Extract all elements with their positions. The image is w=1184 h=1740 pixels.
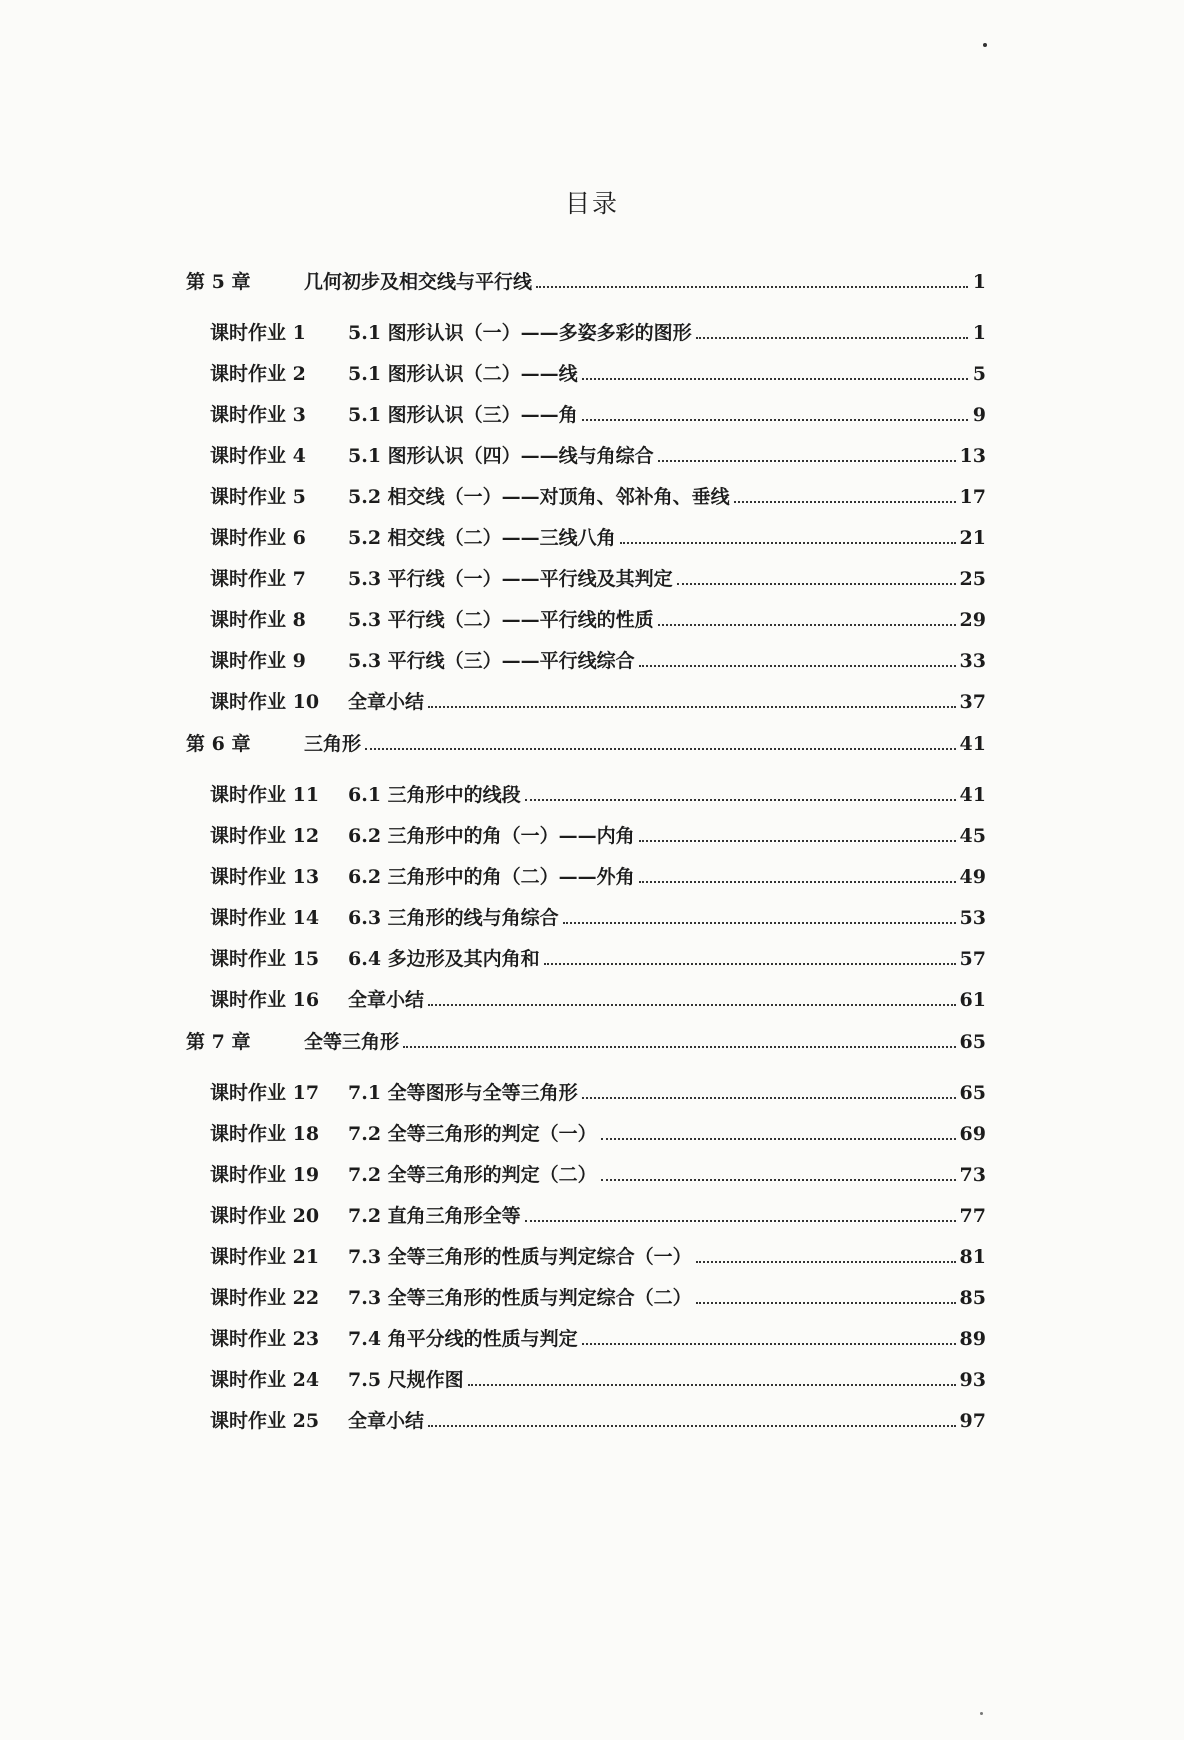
lesson-label: 课时作业 21 [210,1246,320,1268]
dot-leader [658,623,956,626]
lesson-title: 7.2 全等三角形的判定（二） [348,1164,597,1186]
dot-leader [639,664,956,667]
dot-leader [468,1383,956,1386]
lesson-page-number: 45 [959,825,986,847]
lesson-title: 7.3 全等三角形的性质与判定综合（二） [348,1287,692,1309]
toc-chapter-entry [186,254,986,294]
lesson-title: 5.1 图形认识（一）——多姿多彩的图形 [348,322,692,344]
lesson-title: 7.1 全等图形与全等三角形 [348,1082,578,1104]
dot-leader [639,880,956,883]
lesson-title: 全章小结 [348,691,425,713]
dot-leader [525,1219,956,1222]
toc-lesson-entry [186,848,986,889]
lesson-label: 课时作业 4 [210,445,306,467]
toc-lesson-entry [186,1105,986,1146]
dot-leader [403,1045,956,1048]
toc-lesson-entry [186,1187,986,1228]
lesson-title: 全章小结 [348,989,425,1011]
lesson-title: 5.1 图形认识（三）——角 [348,404,578,426]
lesson-label: 课时作业 14 [210,907,320,929]
lesson-title: 5.2 相交线（一）——对顶角、邻补角、垂线 [348,486,730,508]
toc-lesson-entry [186,1146,986,1187]
toc-lesson-entry [186,550,986,591]
lesson-title: 全章小结 [348,1410,425,1432]
dot-leader [734,500,956,503]
dot-leader [601,1178,956,1181]
lesson-label: 课时作业 23 [210,1328,320,1350]
toc-lesson-entry [186,304,986,345]
toc-chapter-entry [186,1014,986,1054]
dot-leader [544,962,956,965]
lesson-page-number: 93 [959,1369,986,1391]
lesson-title: 7.2 全等三角形的判定（一） [348,1123,597,1145]
dot-leader [639,839,956,842]
lesson-page-number: 37 [959,691,986,713]
lesson-page-number: 81 [959,1246,986,1268]
lesson-title: 6.1 三角形中的线段 [348,784,521,806]
lesson-label: 课时作业 10 [210,691,320,713]
toc-lesson-entry [186,632,986,673]
toc-lesson-entry [186,889,986,930]
lesson-page-number: 33 [959,650,986,672]
spacer [186,756,986,766]
lesson-title: 5.1 图形认识（四）——线与角综合 [348,445,654,467]
lesson-page-number: 85 [959,1287,986,1309]
toc-lesson-entry [186,1228,986,1269]
toc-chapter-entry [186,716,986,756]
lesson-page-number: 69 [959,1123,986,1145]
lesson-label: 课时作业 18 [210,1123,320,1145]
chapter-page-number: 65 [959,1031,986,1053]
toc-lesson-entry [186,673,986,714]
lesson-page-number: 61 [959,989,986,1011]
lesson-title: 5.3 平行线（一）——平行线及其判定 [348,568,673,590]
lesson-page-number: 17 [959,486,986,508]
lesson-title: 7.3 全等三角形的性质与判定综合（一） [348,1246,692,1268]
dot-leader [696,1260,956,1263]
lesson-label: 课时作业 6 [210,527,306,549]
toc-lesson-entry [186,971,986,1012]
dot-leader [428,1003,956,1006]
lesson-title: 7.5 尺规作图 [348,1369,464,1391]
lesson-label: 课时作业 16 [210,989,320,1011]
lesson-label: 课时作业 19 [210,1164,320,1186]
dot-leader [696,336,968,339]
toc-lesson-entry [186,766,986,807]
lesson-label: 课时作业 2 [210,363,306,385]
chapter-title: 几何初步及相交线与平行线 [304,271,533,293]
lesson-title: 5.2 相交线（二）——三线八角 [348,527,616,549]
toc-lesson-entry [186,468,986,509]
toc-lesson-entry [186,386,986,427]
toc-lesson-entry [186,930,986,971]
chapter-page-number: 41 [959,733,986,755]
dot-leader [696,1301,956,1304]
toc-lesson-entry [186,807,986,848]
dot-leader [428,705,956,708]
lesson-label: 课时作业 24 [210,1369,320,1391]
lesson-label: 课时作业 20 [210,1205,320,1227]
toc-lesson-entry [186,1064,986,1105]
lesson-page-number: 9 [972,404,986,426]
toc-lesson-entry [186,1310,986,1351]
lesson-label: 课时作业 11 [210,784,320,806]
toc-lesson-entry [186,1392,986,1433]
toc-lesson-entry [186,1269,986,1310]
dot-leader [582,1342,956,1345]
lesson-label: 课时作业 9 [210,650,306,672]
lesson-title: 6.4 多边形及其内角和 [348,948,540,970]
lesson-page-number: 97 [959,1410,986,1432]
dot-leader [582,418,968,421]
scan-speck [980,1712,983,1715]
dot-leader [620,541,956,544]
chapter-title: 全等三角形 [304,1031,400,1053]
lesson-label: 课时作业 1 [210,322,306,344]
lesson-label: 课时作业 8 [210,609,306,631]
lesson-label: 课时作业 25 [210,1410,320,1432]
lesson-title: 5.1 图形认识（二）——线 [348,363,578,385]
toc-lesson-entry [186,345,986,386]
chapter-title: 三角形 [304,733,362,755]
toc-lesson-entry [186,591,986,632]
lesson-label: 课时作业 3 [210,404,306,426]
spacer [186,294,986,304]
dot-leader [582,377,968,380]
lesson-page-number: 1 [972,322,986,344]
toc-lesson-entry [186,509,986,550]
lesson-page-number: 53 [959,907,986,929]
chapter-label: 第 7 章 [186,1031,251,1053]
chapter-label: 第 6 章 [186,733,251,755]
dot-leader [677,582,956,585]
lesson-title: 5.3 平行线（二）——平行线的性质 [348,609,654,631]
lesson-title: 5.3 平行线（三）——平行线综合 [348,650,635,672]
chapter-page-number: 1 [972,271,986,293]
lesson-page-number: 5 [972,363,986,385]
lesson-title: 6.2 三角形中的角（二）——外角 [348,866,635,888]
lesson-title: 7.4 角平分线的性质与判定 [348,1328,578,1350]
dot-leader [582,1096,956,1099]
dot-leader [365,747,956,750]
page-title: 目录 [564,189,619,218]
lesson-label: 课时作业 17 [210,1082,320,1104]
dot-leader [525,798,956,801]
chapter-label: 第 5 章 [186,271,251,293]
dot-leader [428,1424,956,1427]
lesson-label: 课时作业 7 [210,568,306,590]
dot-leader [536,285,968,288]
spacer [186,1054,986,1064]
lesson-title: 6.3 三角形的线与角综合 [348,907,559,929]
lesson-page-number: 21 [959,527,986,549]
lesson-page-number: 41 [959,784,986,806]
table-of-contents [186,252,986,1433]
lesson-label: 课时作业 5 [210,486,306,508]
scan-speck [983,43,987,47]
lesson-label: 课时作业 22 [210,1287,320,1309]
lesson-page-number: 29 [959,609,986,631]
dot-leader [601,1137,956,1140]
lesson-page-number: 49 [959,866,986,888]
lesson-label: 课时作业 12 [210,825,320,847]
lesson-page-number: 13 [959,445,986,467]
lesson-title: 7.2 直角三角形全等 [348,1205,521,1227]
lesson-label: 课时作业 15 [210,948,320,970]
lesson-page-number: 89 [959,1328,986,1350]
lesson-page-number: 73 [959,1164,986,1186]
toc-lesson-entry [186,427,986,468]
lesson-page-number: 25 [959,568,986,590]
lesson-label: 课时作业 13 [210,866,320,888]
lesson-title: 6.2 三角形中的角（一）——内角 [348,825,635,847]
dot-leader [658,459,956,462]
dot-leader [563,921,956,924]
toc-lesson-entry [186,1351,986,1392]
lesson-page-number: 77 [959,1205,986,1227]
lesson-page-number: 57 [959,948,986,970]
lesson-page-number: 65 [959,1082,986,1104]
